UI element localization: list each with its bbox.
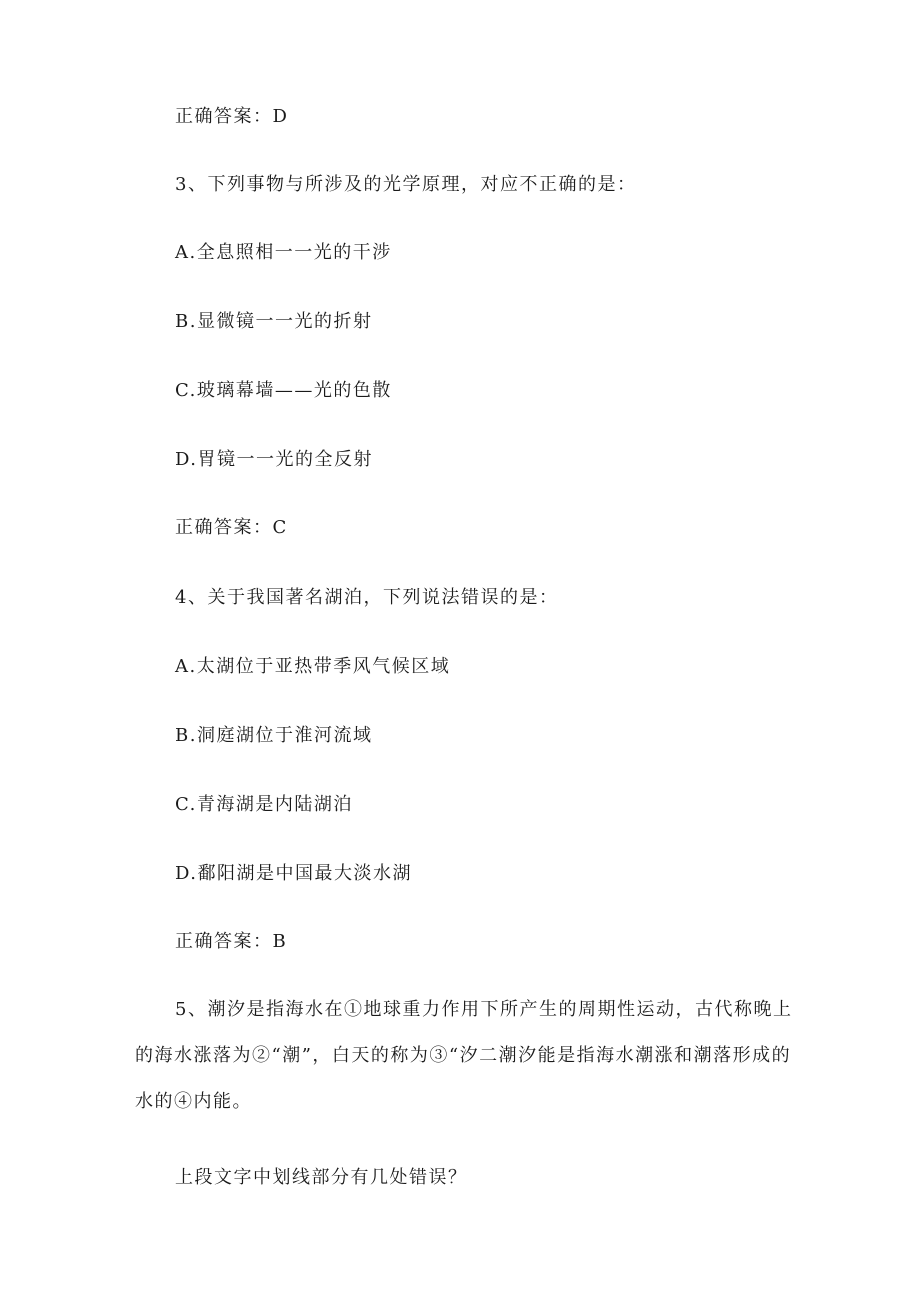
- question-4-stem: 4、关于我国著名湖泊，下列说法错误的是：: [175, 587, 559, 608]
- answer-line-q3: 正确答案：C: [175, 517, 288, 538]
- question-5-paragraph: 5、潮汐是指海水在①地球重力作用下所产生的周期性运动，古代称晚上的海水涨落为②“潮”，白天的称为③“汐二潮汐能是指海水潮涨和潮落形成的水的④内能。: [135, 999, 793, 1112]
- question-4-option-c: C.青海湖是内陆湖泊: [175, 794, 353, 815]
- question-4-option-b: B.洞庭湖位于淮河流域: [175, 725, 373, 746]
- question-4-option-d: D.鄱阳湖是中国最大淡水湖: [175, 863, 413, 884]
- question-4-option-a: A.太湖位于亚热带季风气候区域: [175, 656, 451, 677]
- question-5-prompt: 上段文字中划线部分有几处错误？: [175, 1167, 468, 1188]
- question-3-option-b: B.显微镜一一光的折射: [175, 311, 373, 332]
- answer-line-q2: 正确答案：D: [175, 106, 289, 127]
- answer-line-q4: 正确答案：B: [175, 931, 288, 952]
- question-3-option-d: D.胃镜一一光的全反射: [175, 449, 374, 470]
- question-3-stem: 3、下列事物与所涉及的光学原理，对应不正确的是：: [175, 174, 637, 195]
- question-3-option-a: A.全息照相一一光的干涉: [175, 242, 392, 263]
- question-3-option-c: C.玻璃幕墙——光的色散: [175, 380, 392, 401]
